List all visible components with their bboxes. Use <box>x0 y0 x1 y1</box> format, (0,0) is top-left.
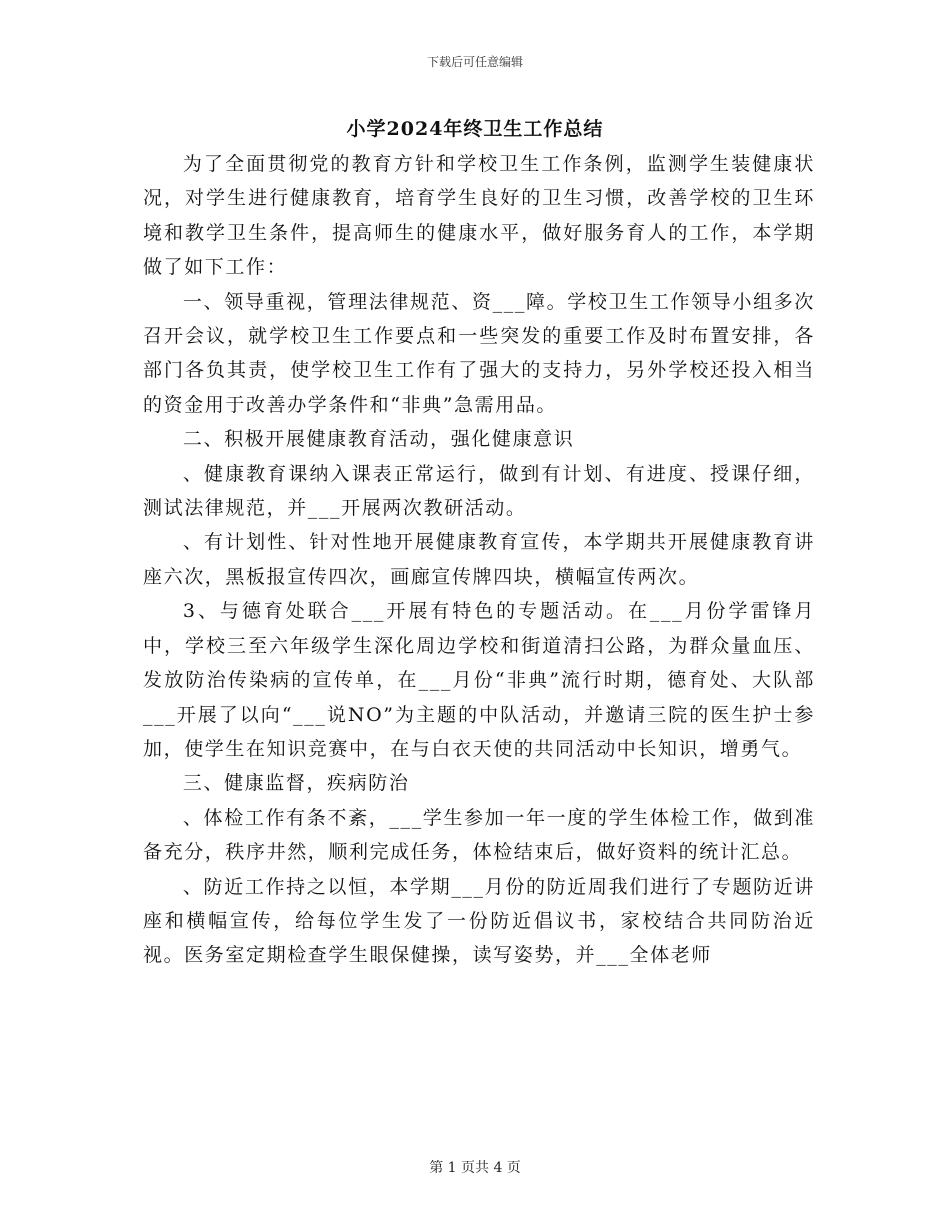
page-number-footer: 第 1 页共 4 页 <box>429 1160 521 1176</box>
paragraph-special-activities: 3、与德育处联合___开展有特色的专题活动。在___月份学雷锋月中，学校三至六年级学生深化周边学校和街道清扫公路，为群众量血压、发放防治传染病的宣传单，在___月份“非典”流行时期，德育处、大队部___开展了以向“___说NO”为主题的中队活动，并邀请三院的医生护士参加，使学生在知识竞赛中，在与白衣天使的共同活动中长知识，增勇气。 <box>143 600 815 760</box>
paragraph-myopia-prevention: 、防近工作持之以恒，本学期___月份的防近周我们进行了专题防近讲座和横幅宣传，给每位学生发了一份防近倡议书，家校结合共同防治近视。医务室定期检查学生眼保健操，读写姿势，并___全体老师 <box>143 875 815 967</box>
paragraph-physical-exam: 、体检工作有条不紊，___学生参加一年一度的学生体检工作，做到准备充分，秩序井然，顺利完成任务，体检结束后，做好资料的统计汇总。 <box>143 806 815 864</box>
page-header-note: 下载后可任意编辑 <box>426 55 523 69</box>
paragraph-intro: 为了全面贯彻党的教育方针和学校卫生工作条例，监测学生装健康状况，对学生进行健康教育，培育学生良好的卫生习惯，改善学校的卫生环境和教学卫生条件，提高师生的健康水平，做好服务育人的工作，本学期做了如下工作： <box>143 153 815 279</box>
heading-section-2: 二、积极开展健康教育活动，强化健康意识 <box>182 428 575 451</box>
document-body <box>143 147 815 973</box>
paragraph-health-class: 、健康教育课纳入课表正常运行，做到有计划、有进度、授课仔细，测试法律规范，并___开展两次教研活动。 <box>143 462 815 520</box>
paragraph-section-1: 一、领导重视，管理法律规范、资___障。学校卫生工作领导小组多次召开会议，就学校卫生工作要点和一些突发的重要工作及时布置安排，各部门各负其责，使学校卫生工作有了强大的支持力，另外学校还投入相当的资金用于改善办学条件和“非典”急需用品。 <box>143 290 815 416</box>
paragraph-health-publicity: 、有计划性、针对性地开展健康教育宣传，本学期共开展健康教育讲座六次，黑板报宣传四次，画廊宣传牌四块，横幅宣传两次。 <box>143 531 815 588</box>
heading-section-3: 三、健康监督，疾病防治 <box>182 772 410 795</box>
document-title: 小学2024年终卫生工作总结 <box>346 118 604 140</box>
